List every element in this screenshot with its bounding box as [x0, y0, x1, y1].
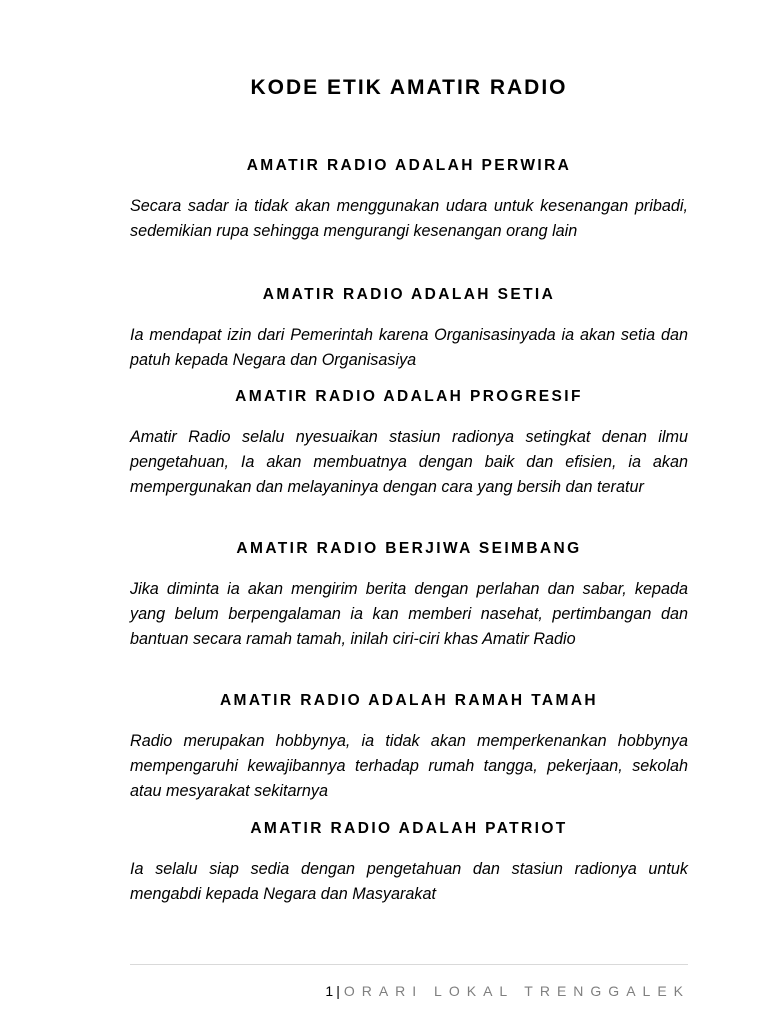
- section-body: Radio merupakan hobbynya, ia tidak akan memperkenankan hobbynya mempengaruhi kewajibannya terhadap rumah tangga, pekerjaan, sekolah atau mesyarakat sekitarnya: [130, 732, 688, 800]
- section-body: Ia selalu siap sedia dengan pengetahuan dan stasiun radionya untuk mengabdi kepada Negara dan Masyarakat: [130, 860, 688, 903]
- document-title: KODE ETIK AMATIR RADIO: [250, 76, 568, 99]
- section-progresif: [130, 388, 688, 500]
- section-setia: [130, 286, 688, 373]
- section-body: Amatir Radio selalu nyesuaikan stasiun radionya setingkat denan ilmu pengetahuan, Ia akan membuatnya dengan baik dan efisien, ia akan mempergunakan dan melayaninya dengan cara yang bersih dan teratur: [130, 428, 688, 496]
- section-heading: AMATIR RADIO BERJIWA SEIMBANG: [236, 540, 582, 557]
- section-heading: AMATIR RADIO ADALAH RAMAH TAMAH: [219, 692, 599, 709]
- section-perwira: [130, 157, 688, 244]
- page-footer: [325, 983, 690, 999]
- section-heading: AMATIR RADIO ADALAH PATRIOT: [250, 820, 568, 837]
- footer-divider: [130, 964, 688, 965]
- section-heading: AMATIR RADIO ADALAH SETIA: [262, 286, 556, 303]
- footer-organization: ORARI LOKAL TRENGGALEK: [343, 983, 690, 999]
- section-ramah-tamah: [130, 692, 688, 804]
- page-number: 1: [325, 983, 334, 999]
- section-body: Secara sadar ia tidak akan menggunakan udara untuk kesenangan pribadi, sedemikian rupa sehingga mengurangi kesenangan orang lain: [130, 197, 688, 240]
- footer-separator: |: [336, 983, 340, 999]
- section-berjiwa-seimbang: [130, 540, 688, 652]
- section-heading: AMATIR RADIO ADALAH PERWIRA: [246, 157, 572, 174]
- section-heading: AMATIR RADIO ADALAH PROGRESIF: [235, 388, 583, 405]
- section-body: Jika diminta ia akan mengirim berita dengan perlahan dan sabar, kepada yang belum berpengalaman ia kan memberi nasehat, pertimbangan dan bantuan secara ramah tamah, inilah ciri-ciri khas Amatir Radio: [130, 580, 688, 648]
- section-patriot: [130, 820, 688, 907]
- section-body: Ia mendapat izin dari Pemerintah karena Organisasinyada ia akan setia dan patuh kepada Negara dan Organisasiya: [130, 326, 688, 369]
